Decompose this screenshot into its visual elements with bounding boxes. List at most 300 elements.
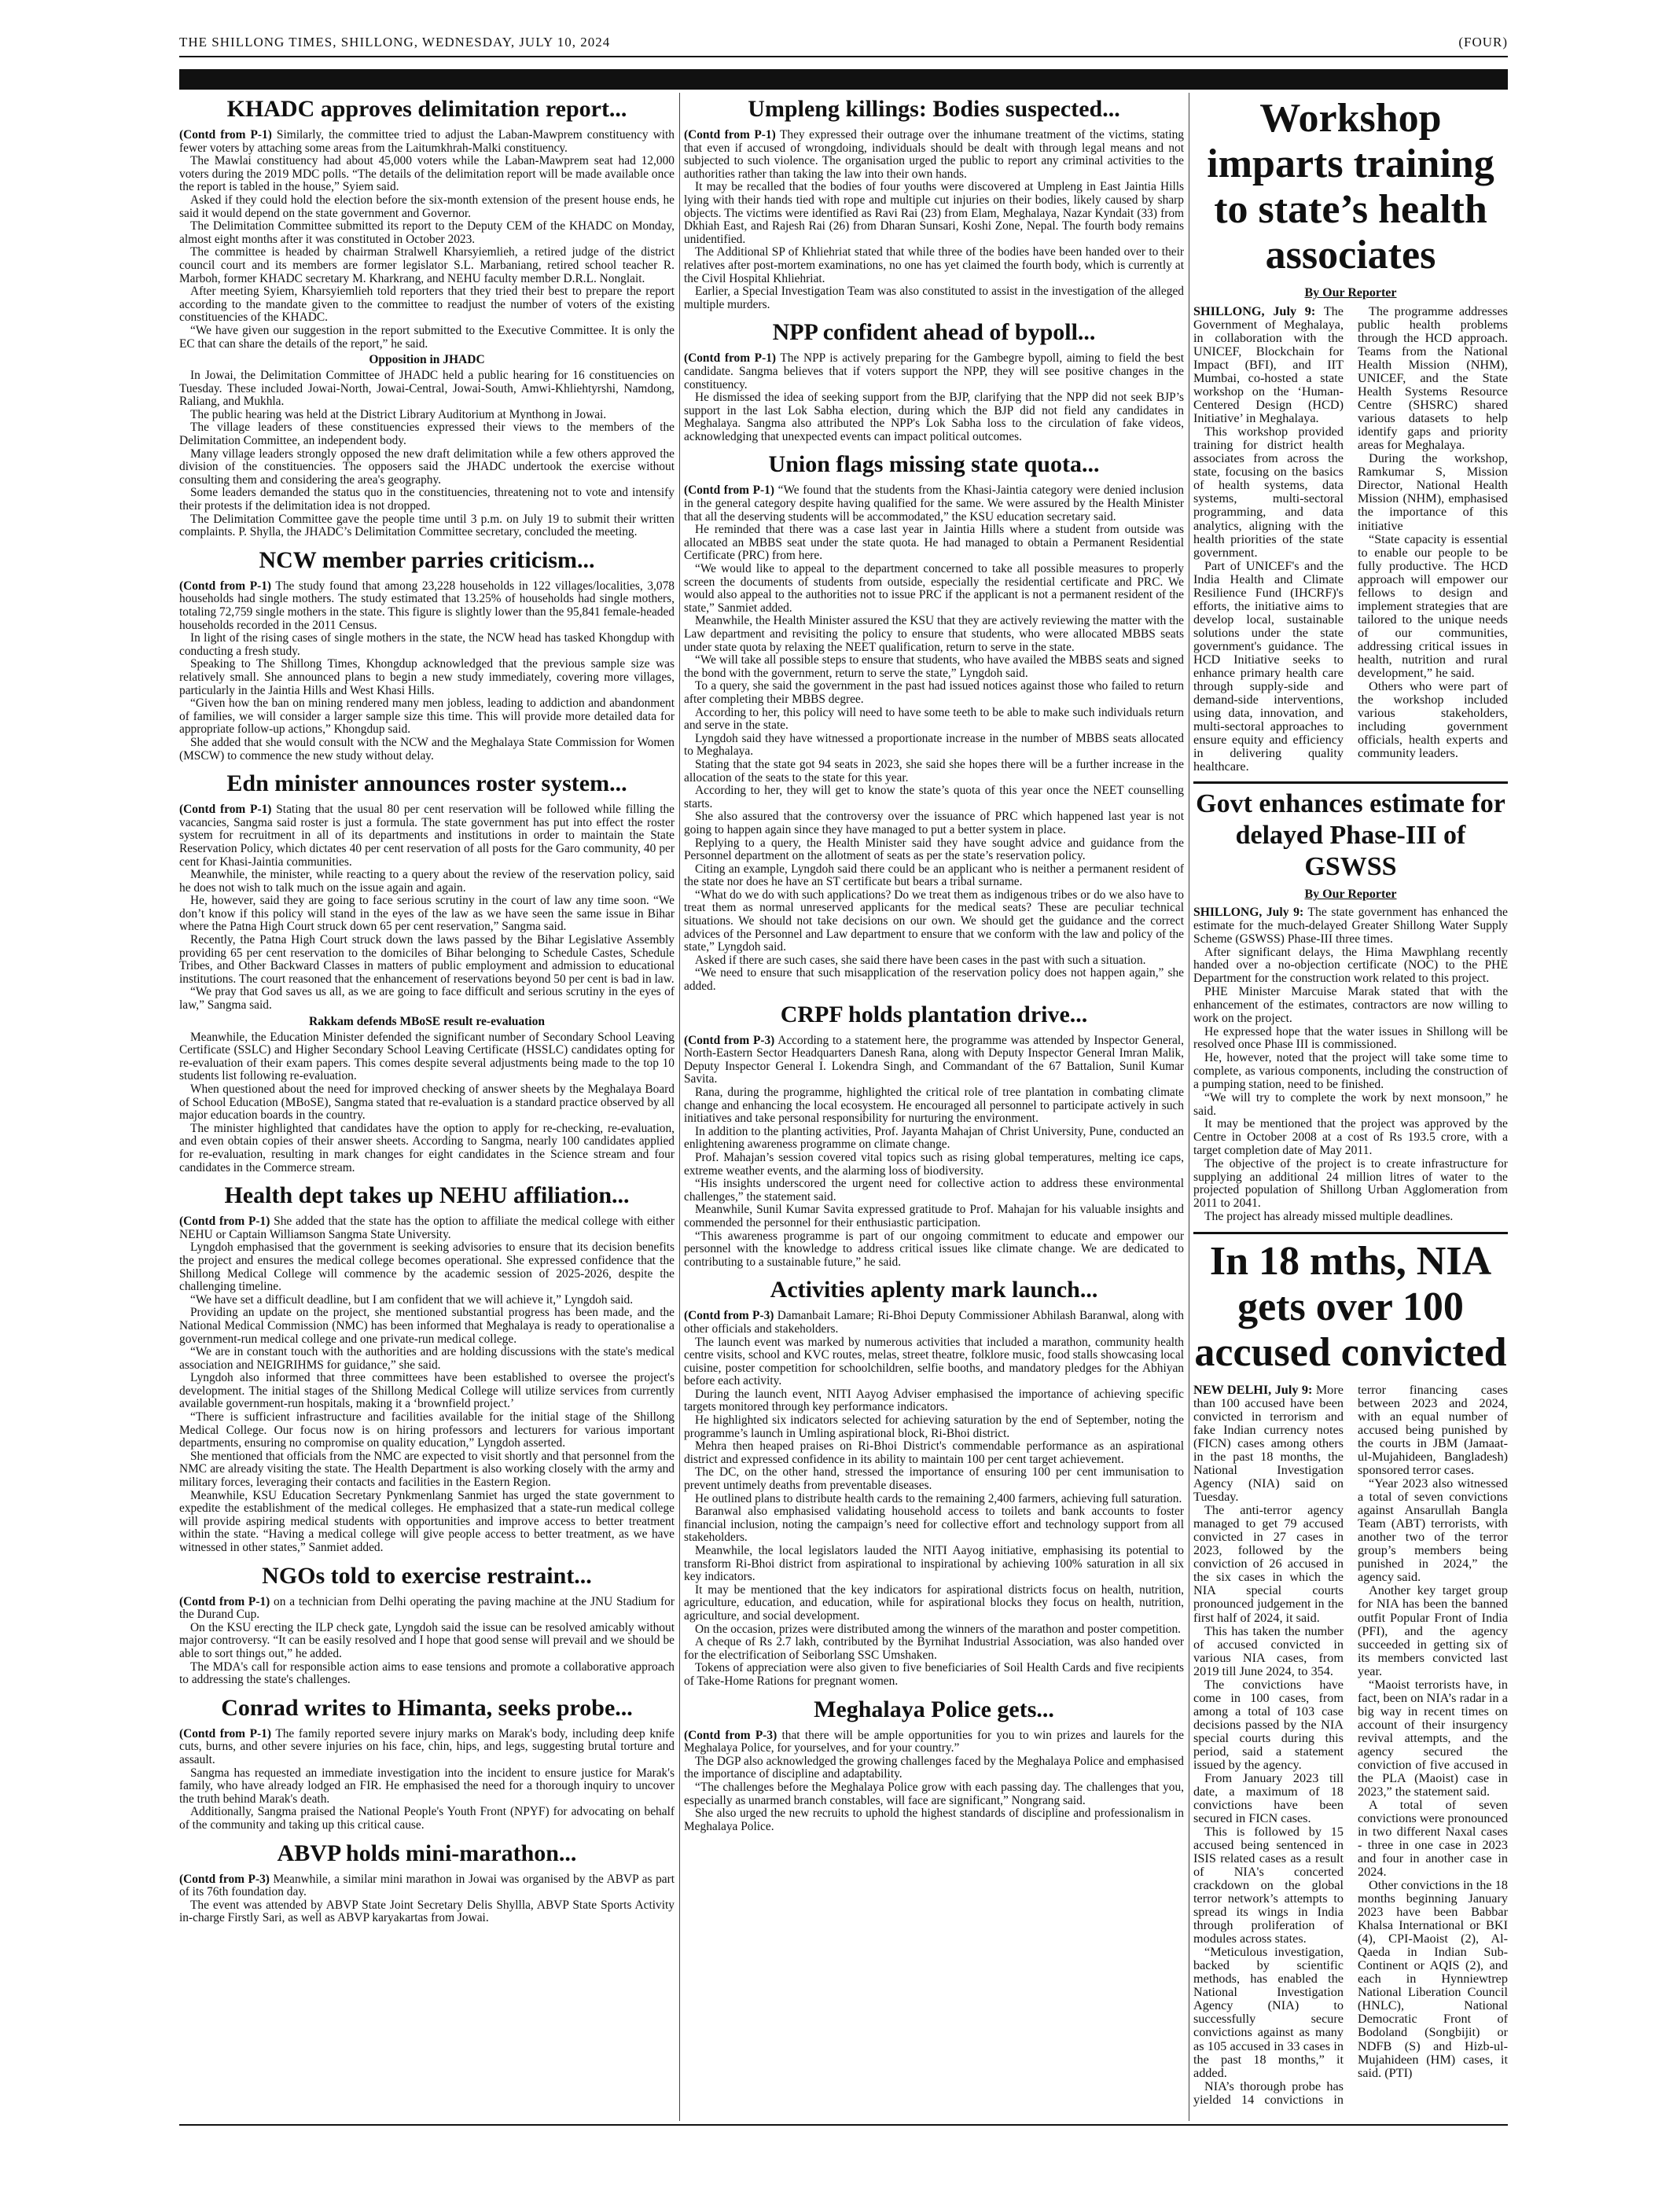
article-headline: NGOs told to exercise restraint...	[262, 1562, 592, 1589]
article-paragraph	[684, 1440, 1184, 1466]
article-paragraph	[179, 1873, 675, 1899]
paragraph-text: Prof. Mahajan’s session covered vital topics such as rising global temperatures, melting ice caps, extreme weather events, and the alarming loss of biodiversity.	[684, 1150, 1184, 1178]
article-paragraph	[1193, 1158, 1508, 1211]
article	[684, 319, 1184, 443]
paragraph-text: According to a statement here, the programme was attended by Inspector General, North-Eastern Sector Headquarters Danesh Rana, along with Deputy Inspector General Imran Malik, Deputy Inspector General I. Lokendra Singh, and Commandant of the 67 Battalion, Sunil Kumar Savita.	[684, 1033, 1184, 1086]
article-paragraph	[684, 1755, 1184, 1781]
paragraph-text: “This awareness programme is part of our ongoing commitment to educate and empower our personnel with the knowledge to address critical issues like climate change. We are dedicated to contributing to a sustainable future,” he said.	[684, 1229, 1184, 1269]
article-paragraph	[179, 194, 675, 220]
paragraph-text: He, however, said they are going to face serious scrutiny in the court of law any time soon. “We don’t know if this policy will stand in the eyes of the law as we have seen the same issue in Bihar where the Patna High Court struck down 65 per cent reservation,” Sangma said.	[179, 894, 675, 934]
dateline: (Contd from P-1)	[179, 1726, 271, 1740]
paragraph-text: “We would like to appeal to the department concerned to take all possible measures to properly screen the documents of students from outside, especially the residential certificate and PRC. We would also appeal to the authorities not to issue PRC if the applicant is not a permanent resident of the state,” Sanmiet added.	[684, 562, 1184, 615]
paragraph-text: Mehra then heaped praises on Ri-Bhoi District's commendable performance as an aspirational district and expressed confidence in its ability to maintain 100 per cent target achievement.	[684, 1439, 1184, 1466]
article-paragraph	[1193, 986, 1508, 1025]
article	[684, 1277, 1184, 1688]
paragraph-text: “There is sufficient infrastructure and facilities available for the initial stage of the Shillong Medical College. Our focus now is on hiring professors and lecturers for various important departments, ensuring no compromise on quality education,” Lyngdoh asserted.	[179, 1410, 675, 1450]
article-paragraph	[684, 1636, 1184, 1662]
paragraph-text: Recently, the Patna High Court struck down the laws passed by the Bihar Legislative Assembly providing 65 per cent reservation to the domiciles of Bihar belonging to Schedule Castes, Schedule Tribes, and Other Backward Classes in matters of public employment and admission to educational institutions. The court reasoned that the enhancement of reservations beyond 50 per cent is bad in law.	[179, 933, 675, 986]
paragraph-text: She mentioned that officials from the NMC are expected to visit shortly and that personnel from the NMC are already visiting the state. The Health Department is also working closely with the army and military forces, leveraging their contacts and facilities in the Eastern Region.	[179, 1449, 675, 1490]
paragraph-text: Tokens of appreciation were also given to five beneficiaries of Soil Health Cards and five recipients of Take-Home Rations for pregnant women.	[684, 1661, 1184, 1688]
article	[684, 96, 1184, 311]
article-paragraph	[179, 1728, 675, 1767]
article-paragraph	[684, 1086, 1184, 1126]
article-paragraph	[684, 967, 1184, 993]
paragraph-text: “We will take all possible steps to ensure that students, who have availed the MBBS seats and signed the bond with the government, return to serve the state,” Lyngdoh said.	[684, 653, 1184, 680]
article-paragraph	[684, 1623, 1184, 1637]
dateline: (Contd from P-1)	[179, 1594, 270, 1608]
article-paragraph	[684, 889, 1184, 954]
article-paragraph	[179, 409, 675, 422]
article-paragraph	[1193, 1211, 1508, 1224]
article-paragraph	[1193, 1772, 1344, 1825]
article-paragraph	[1193, 1946, 1344, 2079]
article-headline: In 18 mths, NIA gets over 100 accused convicted	[1194, 1238, 1507, 1375]
article-paragraph	[1193, 1825, 1344, 1946]
article-body	[1193, 906, 1508, 1224]
article	[179, 1695, 675, 1832]
page-number: (FOUR)	[1458, 35, 1508, 50]
article-headline: ABVP holds mini-marathon...	[277, 1840, 577, 1866]
article-paragraph	[179, 934, 675, 986]
paragraph-text: on a technician from Delhi operating the paving machine at the JNU Stadium for the Durand Cup.	[179, 1594, 675, 1622]
article-paragraph	[684, 1584, 1184, 1623]
paragraph-text: According to her, this policy will need to have some teeth to be able to make such individuals return and serve in the state.	[684, 705, 1184, 733]
article-body	[1193, 305, 1508, 774]
paragraph-text: The committee is headed by chairman Stralwell Kharsyiemlieh, a retired judge of the district council court and its members are former legislator S.L. Marbaniang, retired school teacher R. Marboh, former KHADC secretary M. Kharkrang, and NEHU faculty member D.R.L. Nonglait.	[179, 245, 675, 285]
paragraph-text: “We have given our suggestion in the report submitted to the Executive Committee. It is only the EC that can share the details of the report,” he said.	[179, 323, 675, 351]
paragraph-text: The programme addresses public health problems through the HCD approach. Teams from the National Health Mission (NHM), UNICEF, and the State Health Systems Resource Centre (SHSRC) shared various datasets to help identify gaps and priority areas for Meghalaya.	[1358, 304, 1508, 453]
article-paragraph	[179, 448, 675, 487]
dateline: (Contd from P-1)	[179, 1215, 270, 1229]
article-paragraph	[1193, 906, 1508, 946]
article	[179, 1840, 675, 1925]
article	[179, 1563, 675, 1687]
byline: By Our Reporter	[1304, 286, 1397, 300]
article-paragraph	[179, 1411, 675, 1450]
article-paragraph	[179, 1083, 675, 1123]
article-paragraph	[1358, 1477, 1508, 1584]
article-paragraph	[1193, 305, 1344, 425]
paragraph-text: In Jowai, the Delimitation Committee of JHADC held a public hearing for 16 constituencies on Tuesday. These included Jowai-North, Jowai-Central, Jowai-South, Amwi-Khliehtyrshi, Namdong, Raliang, and Mukhla.	[179, 369, 675, 409]
paragraph-text: Stating that the usual 80 per cent reservation will be followed while filling the vacancies, Sangma said roster is just a formula. The state government has put into effect the roster system for recruitment in all of its departments and institutions in order to maintain the State Reservation Policy, which dictates 40 per cent reservation of all posts for the Garo community, 40 per cent for Khasi-Jaintia communities.	[179, 803, 675, 869]
dateline: SHILLONG, July 9:	[1193, 304, 1316, 318]
paragraph-text: Rana, during the programme, highlighted the critical role of tree plantation in combating climate change and enhancing the local ecosystem. He encouraged all personnel to participate actively in such initiatives and take personal responsibility for nurturing the environment.	[684, 1086, 1184, 1126]
paragraph-text: NIA’s thorough probe has yielded 14 convictions in terror financing cases between 2023 and 2024, with an equal number of accused being punished by the courts in JBM (Jamaat-ul-Mujahideen, Bangladesh) sponsored terror cases.	[1193, 1382, 1508, 2107]
paragraph-text: “Maoist terrorists have, in fact, been on NIA’s radar in a big way in recent times on account of their insurgency revival attempts, and the agency secured the conviction of five accused in the PLA (Maoist) case in 2023,” the statement said.	[1358, 1677, 1508, 1799]
paragraph-text: Stating that the state got 94 seats in 2023, she said she hopes there will be a further increase in the allocation of the seats to the state for this year.	[684, 757, 1184, 785]
black-banner-bar	[179, 69, 1508, 90]
article-paragraph	[684, 1310, 1184, 1336]
paragraph-text: The state government has enhanced the estimate for the much-delayed Greater Shillong Water Supply Scheme (GSWSS) Phase-III three times.	[1193, 906, 1508, 946]
article-paragraph	[684, 954, 1184, 968]
article-paragraph	[684, 1781, 1184, 1807]
article	[179, 1182, 675, 1554]
article-headline: Activities aplenty mark launch...	[770, 1277, 1098, 1303]
paragraph-text: Replying to a query, the Health Minister said they have sought advice and guidance from the Personnel department on the allotment of seats as per the state’s reservation policy.	[684, 836, 1184, 863]
paragraph-text: The family reported severe injury marks on Marak's body, including deep knife cuts, burns, and other severe injuries on his face, chin, hips, and legs, suggesting brutal torture and assault.	[179, 1726, 675, 1766]
article-paragraph	[179, 1123, 675, 1174]
paragraph-text: When questioned about the need for improved checking of answer sheets by the Meghalaya Board of School Education (MBoSE), Sangma stated that re-evaluation is a standard practice observed by all major education boards in the country.	[179, 1082, 675, 1123]
paragraph-text: She also assured that the controversy over the issuance of PRC which happened last year is not going to happen again since they have managed to put a better system in place.	[684, 810, 1184, 836]
article-paragraph	[179, 1899, 675, 1925]
paragraph-text: Damanbait Lamare; Ri-Bhoi Deputy Commissioner Abhilash Baranwal, along with other officials and stakeholders.	[684, 1309, 1184, 1336]
paragraph-text: During the workshop, Ramkumar S, Mission Director, National Health Mission (NHM), emphasised the importance of this initiative	[1358, 451, 1508, 533]
article-paragraph	[1193, 1384, 1344, 1504]
article	[684, 1696, 1184, 1834]
paragraph-text: The study found that among 23,228 households in 122 villages/localities, 3,078 households had single mothers. The study estimated that 13.25% of households had single mothers, totaling 72,759 single mothers in the state. This figure is slightly lower than the 95,841 female-headed households recorded in the 2011 Census.	[179, 579, 675, 632]
article-paragraph	[684, 1466, 1184, 1492]
paragraph-text: Many village leaders strongly opposed the new draft delimitation while a few others approved the division of the constituencies. The opposers said the JHADC undertook the exercise without consulting them and considering the area's geography.	[179, 447, 675, 487]
paragraph-text: “Meticulous investigation, backed by scientific methods, has enabled the National Investigation Agency (NIA) to successfully secure convictions against as many as 105 accused in 33 cases in the past 18 months,” it added.	[1193, 1945, 1344, 2080]
article-paragraph	[179, 580, 675, 632]
article-paragraph	[179, 632, 675, 658]
paragraph-text: Meanwhile, a similar mini marathon in Jowai was organised by the ABVP as part of its 76th foundation day.	[179, 1872, 675, 1899]
paragraph-text: The project has already missed multiple deadlines.	[1204, 1210, 1454, 1224]
article-paragraph	[179, 285, 675, 325]
paragraph-text: “We pray that God saves us all, as we are going to face difficult and serious scrutiny in the eyes of law,” Sangma said.	[179, 985, 675, 1013]
paragraph-text: “Year 2023 also witnessed a total of seven convictions against Ansarullah Bangla Team (ABT) terrorists, with another two of the terror group’s members being punished in 2024,” the agency said.	[1358, 1476, 1508, 1585]
paragraph-text: “State capacity is essential to enable our people to be fully productive. The HCD approach will empower our fellows to design and implement strategies that are tailored to the unique needs of our communities, addressing critical issues in health, nutrition and rural development,” he said.	[1358, 531, 1508, 680]
article-headline: Meghalaya Police gets...	[814, 1696, 1054, 1722]
paragraph-text: In light of the rising cases of single mothers in the state, the NCW head has tasked Khongdup with conducting a fresh study.	[179, 631, 675, 658]
article-paragraph	[684, 524, 1184, 563]
sub-heading: Rakkam defends MBoSE result re-evaluation	[309, 1014, 545, 1028]
article-paragraph	[179, 1490, 675, 1555]
article-paragraph	[179, 697, 675, 737]
paragraph-text: This has taken the number of accused convicted in various NIA cases, from 2019 till June 2024, to 354.	[1193, 1623, 1344, 1678]
article-paragraph	[1358, 1584, 1508, 1678]
article-paragraph	[1193, 560, 1344, 774]
article-paragraph	[179, 246, 675, 285]
paragraph-text: Baranwal also emphasised validating household access to toilets and bank accounts to foster financial inclusion, noting the campaign’s need for collective effort and technology support from all stakeholders.	[684, 1505, 1184, 1545]
paragraph-text: Speaking to The Shillong Times, Khongdup acknowledged that the previous sample size was relatively small. She announced plans to begin a new study immediately, covering more villages, particularly in the Jaintia Hills and West Khasi Hills.	[179, 657, 675, 697]
paragraph-text: Others who were part of the workshop included various stakeholders, including government officials, health experts and community leaders.	[1358, 678, 1508, 761]
article-paragraph	[684, 484, 1184, 524]
article-paragraph	[179, 895, 675, 934]
paragraph-text: The anti-terror agency managed to get 79 accused convicted in 27 cases in 2023, followed by the conviction of 26 accused in the six cases in which the NIA special courts pronounced judgement in the first half of 2024, it said.	[1193, 1503, 1344, 1625]
paragraph-text: The event was attended by ABVP State Joint Secretary Delis Shyllla, ABVP State Sports Activity in-charge Firstly Sari, as well as ABVP karyakartas from Jowai.	[179, 1898, 675, 1925]
article-paragraph	[1358, 1879, 1508, 2079]
paragraph-text: Asked if there are such cases, she said there have been cases in the past with such a situation.	[695, 953, 1146, 967]
paragraph-text: He dismissed the idea of seeking support from the BJP, clarifying that the NPP did not seek BJP’s support in the last Lok Sabha election, during which the BJP did not field any candidates in Meghalaya. Sangma also attributed the NPP's Lok Sabha loss to the circulation of fake videos, acknowledging that unexpected events can impact political outcomes.	[684, 391, 1184, 443]
paragraph-text: Meanwhile, KSU Education Secretary Pynkmenlang Sanmiet has urged the state government to expedite the establishment of the medical colleges. He emphasized that a state-run medical college will provide aspiring medical students with opportunities and improve access to better treatment within the state. “Having a medical college will give people access to better treatment, as we have witnessed in other states,” Sanmiet added.	[179, 1488, 675, 1554]
article-paragraph	[684, 1505, 1184, 1545]
paragraph-text: This workshop provided training for district health associates from across the state, focusing on the basics of health systems, data systems, multi-sectoral programming, and data analytics, aligning with the health priorities of the state government.	[1193, 425, 1344, 560]
article-paragraph	[684, 1729, 1184, 1755]
dateline: (Contd from P-1)	[179, 128, 272, 142]
dateline: (Contd from P-3)	[684, 1033, 775, 1047]
article-headline: NPP confident ahead of bypoll...	[772, 319, 1096, 346]
paragraph-text: The public hearing was held at the District Library Auditorium at Mynthong in Jowai.	[190, 407, 607, 421]
paragraph-text: The Additional SP of Khliehriat stated that while three of the bodies have been handed over to their relatives after post-mortem examinations, no one has yet claimed the fourth body, which is currently at the Civil Hospital Khliehriat.	[684, 245, 1184, 285]
article-paragraph	[684, 1807, 1184, 1833]
article-paragraph	[684, 246, 1184, 285]
paragraph-text: To a query, she said the government in the past had issued notices against those who failed to return after completing their MBBS degree.	[684, 679, 1184, 706]
paragraph-text: During the launch event, NITI Aayog Adviser emphasised the importance of achieving specific targets monitored through key performance indicators.	[684, 1387, 1184, 1414]
paragraph-text: Some leaders demanded the status quo in the constituencies, threatening not to vote and intensify their protests if the delimitation idea is not dropped.	[179, 486, 675, 513]
paragraph-text: He reminded that there was a case last year in Jaintia Hills where a student from outside was allocated an MBBS seat under the state quota. He had managed to obtain a Permanent Residential Certificate (PRC) from here.	[684, 523, 1184, 563]
paragraph-text: She added that the state has the option to affiliate the medical college with either NEHU or Captain Williamson Sangma State University.	[179, 1215, 675, 1241]
paragraph-text: The objective of the project is to create infrastructure for supplying an additional 24 million litres of water to the projected population of Shillong Urban Agglomeration from 2011 to 2041.	[1193, 1156, 1508, 1211]
paragraph-text: The DGP also acknowledged the growing challenges faced by the Meghalaya Police and emphasised the importance of discipline and adaptability.	[684, 1754, 1184, 1781]
paragraph-text: “We will try to complete the work by next monsoon,” he said.	[1193, 1090, 1508, 1118]
paragraph-text: He outlined plans to distribute health cards to the remaining 2,400 farmers, achieving full saturation.	[695, 1491, 1182, 1505]
article-headline: Umpleng killings: Bodies suspected...	[748, 96, 1120, 122]
article-paragraph	[1358, 680, 1508, 760]
paragraph-text: According to her, they will get to know the state’s quota of this year once the NEET counselling starts.	[684, 784, 1184, 810]
article-paragraph	[684, 1336, 1184, 1388]
footer-rule	[179, 2124, 1508, 2126]
dateline: (Contd from P-3)	[684, 1728, 778, 1742]
paragraph-text: Part of UNICEF's and the India Health and Climate Resilience Fund (IHCRF)'s efforts, the initiative aims to develop local, sustainable solutions under the state government's guidance. The HCD Initiative seeks to enhance primary health care through supply-side and demand-side interventions, using data, innovation, and multi-sectoral approaches to ensure equity and efficiency in delivering quality healthcare.	[1193, 558, 1344, 774]
article	[179, 770, 675, 1174]
article	[684, 1002, 1184, 1270]
paragraph-text: The Government of Meghalaya, in collaboration with the UNICEF, Blockchain for Impact (BFI), and IIT Mumbai, co-hosted a state workshop on the ‘Human-Centered Design (HCD) Initiative’ in Meghalaya.	[1193, 304, 1344, 426]
article-paragraph	[1358, 305, 1508, 452]
dateline: SHILLONG, July 9:	[1193, 906, 1304, 920]
column-divider	[679, 93, 680, 2121]
paragraph-text: The NPP is actively preparing for the Gambegre bypoll, aiming to field the best candidate. Sangma believes that if voters support the NPP, they will see positive changes in the constituency.	[684, 351, 1184, 391]
article-paragraph	[684, 733, 1184, 759]
article-paragraph	[179, 1622, 675, 1661]
article-paragraph	[1193, 1092, 1508, 1119]
dateline: (Contd from P-1)	[179, 803, 272, 817]
dateline: (Contd from P-1)	[684, 128, 776, 142]
paragraph-text: More than 100 accused have been convicted in terrorism and fake Indian currency notes (FICN) cases among others in the past 18 months, the National Investigation Agency (NIA) said on Tuesday.	[1193, 1382, 1344, 1505]
paragraph-text: Similarly, the committee tried to adjust the Laban-Mawprem constituency with fewer voters by attaching some areas from the Laitumkhrah-Malki constituency.	[179, 128, 675, 155]
article-paragraph	[179, 421, 675, 447]
article-paragraph	[684, 1035, 1184, 1086]
paragraph-text: After significant delays, the Hima Mawphlang recently handed over a no-objection certificate (NOC) to the PHE Department for the construction work related to this project.	[1193, 945, 1508, 986]
article-paragraph	[1193, 1504, 1344, 1624]
nia-article	[1193, 1239, 1508, 2107]
article-paragraph	[179, 1031, 675, 1083]
article-paragraph	[179, 1241, 675, 1293]
article-paragraph	[684, 352, 1184, 391]
paragraph-text: Meanwhile, the Health Minister assured the KSU that they are actively reviewing the matter with the Law department and revisiting the policy to ensure that students, who were allocated MBBS seats under state quota by relaxing the NEET qualification, return to serve in the state.	[684, 614, 1184, 654]
article-paragraph	[179, 1661, 675, 1687]
paragraph-text: Providing an update on the project, she mentioned substantial progress has been made, and the National Medical Commission (NMC) has been informed that Meghalaya is ready to operationalise a government-run medical college and one private-run medical college.	[179, 1306, 675, 1346]
paragraph-text: On the KSU erecting the ILP check gate, Lyngdoh said the issue can be resolved amicably without major controversy. “It can be easily resolved and I hope that good sense will prevail and we should be able to sort things out,” he added.	[179, 1620, 675, 1660]
article-paragraph	[179, 1596, 675, 1622]
article-paragraph	[684, 615, 1184, 654]
article-paragraph	[684, 1414, 1184, 1440]
paragraph-text: After meeting Syiem, Kharsyiemlieh told reporters that they tried their best to prepare the report according to the mandate given to the committee to readjust the number of voters of the existing constituencies of the KHADC.	[179, 285, 675, 325]
dateline: (Contd from P-1)	[179, 579, 272, 593]
article-headline: Conrad writes to Himanta, seeks probe...	[221, 1694, 633, 1721]
paragraph-text: “We need to ensure that such misapplication of the reservation policy does not happen again,” she added.	[684, 966, 1184, 994]
article-paragraph	[1358, 533, 1508, 680]
article-paragraph	[684, 837, 1184, 863]
article-paragraph	[179, 1307, 675, 1346]
paragraph-text: The DC, on the other hand, stressed the importance of ensuring 100 per cent immunisation to prevent untimely deaths from preventable diseases.	[684, 1465, 1184, 1493]
article-paragraph	[1193, 1625, 1344, 1678]
column-3	[1193, 93, 1508, 2121]
article-paragraph	[1358, 452, 1508, 532]
article-paragraph	[179, 1294, 675, 1307]
paragraph-text: Additionally, Sangma praised the National People's Youth Front (NPYF) for advocating on behalf of the community and taking up this critical cause.	[179, 1805, 675, 1832]
article-headline: KHADC approves delimitation report...	[226, 96, 627, 122]
paragraph-text: The village leaders of these constituencies expressed their views to the members of the Delimitation Committee, an independent body.	[179, 421, 675, 448]
paragraph-text: A total of seven convictions were pronounced in two different Naxal cases - three in one case in 2023 and four in another case in 2024.	[1358, 1797, 1508, 1880]
dateline: (Contd from P-3)	[179, 1872, 270, 1886]
header-rule	[179, 56, 1508, 57]
paragraph-text: Meanwhile, the Education Minister defended the significant number of Secondary School Leaving Certificate (SSLC) and Higher Secondary School Leaving Certificate (HSSLC) candidates opting for re-evaluation of their exam papers. This comes despite several adjustments being made to the top 10 students list following re-evaluation.	[179, 1030, 675, 1083]
article-headline: CRPF holds plantation drive...	[780, 1001, 1088, 1027]
article-paragraph	[1193, 1026, 1508, 1053]
byline: By Our Reporter	[1304, 888, 1397, 902]
article-paragraph	[179, 220, 675, 246]
article-paragraph	[179, 487, 675, 513]
workshop-article	[1193, 96, 1508, 774]
article	[179, 96, 675, 539]
paragraph-text: The convictions have come in 100 cases, from among a total of 103 case decisions passed by the NIA special courts during this period, said a statement issued by the agency.	[1193, 1677, 1344, 1772]
article-paragraph	[179, 658, 675, 697]
paragraph-text: “What do we do with such applications? Do we treat them as indigenous tribes or do we also have to treat them as normal unreserved applicants for the medical seats? These are peculiar technical situations. We should not take decisions on our own. We should get the guidance and the correct advices of the Personnel and Law department to ensure that we conform with the law and policy of the state,” Lyngdoh said.	[684, 888, 1184, 954]
masthead-line: THE SHILLONG TIMES, SHILLONG, WEDNESDAY, JULY 10, 2024	[179, 35, 611, 50]
paragraph-text: In addition to the planting activities, Prof. Jayanta Mahajan of Christ University, Pune, conducted an enlightening awareness programme on climate change.	[684, 1124, 1184, 1152]
article-paragraph	[179, 737, 675, 763]
column-1	[179, 93, 675, 2121]
article-paragraph	[684, 863, 1184, 889]
paragraph-text: It may be mentioned that the project was approved by the Centre in October 2008 at a cost of Rs 193.5 crore, with a target completion date of May 2011.	[1193, 1117, 1508, 1157]
article-paragraph	[179, 1346, 675, 1372]
article-headline: Union flags missing state quota...	[768, 451, 1100, 478]
article-paragraph	[684, 391, 1184, 443]
article-paragraph	[684, 785, 1184, 810]
paragraph-text: This is followed by 15 accused being sentenced in ISIS related cases as a result of NIA's concerted crackdown on the global terror network’s attempts to spread its wings in India through proliferation of modules across states.	[1193, 1825, 1344, 1946]
article-paragraph	[179, 803, 675, 869]
article-paragraph	[684, 1178, 1184, 1204]
paragraph-text: Another key target group for NIA has been the banned outfit Popular Front of India (PFI), and the agency succeeded in getting six of its members convicted last year.	[1358, 1583, 1508, 1678]
article-paragraph	[684, 1152, 1184, 1178]
article-paragraph	[179, 1806, 675, 1832]
paragraph-text: The launch event was marked by numerous activities that included a marathon, community health centre visits, school and KVC routes, melas, street theatre, folklore music, food stalls showcasing local cuisine, poster competition for schoolchildren, selfie booths, and mandatory pledges for the Abhiyan before each activity.	[684, 1335, 1184, 1388]
paragraph-text: The Mawlai constituency had about 45,000 voters while the Laban-Mawprem seat had 12,000 voters during the 2019 MDC polls. “The details of the delimitation report will be made available once the report is tabled in the house,” Syiem said.	[179, 154, 675, 194]
paragraph-text: “His insights underscored the urgent need for collective action to address these environmental challenges,” the statement said.	[684, 1177, 1184, 1204]
paragraph-text: Lyngdoh also informed that three committees have been established to oversee the project's development. The initial stages of the Shillong Medical College will utilize services from currently available government-run hospitals, making it a ‘brownfield project.’	[179, 1371, 675, 1411]
paragraph-text: The MDA's call for responsible action aims to ease tensions and promote a collaborative approach to addressing the state's challenges.	[179, 1660, 675, 1687]
paragraph-text: On the occasion, prizes were distributed among the winners of the marathon and poster competition.	[695, 1622, 1182, 1636]
paragraph-text: Lyngdoh said they have witnessed a proportionate increase in the number of MBBS seats allocated to Meghalaya.	[684, 731, 1184, 759]
article-paragraph	[684, 1493, 1184, 1506]
dateline: (Contd from P-1)	[684, 351, 777, 366]
paragraph-text: They expressed their outrage over the inhumane treatment of the victims, stating that even if accused of wrongdoing, individuals should be dealt with through legal means and not subjected to such violence. The organisation urged the public to report any criminal activities to the authorities rather than taking the law into their own hands.	[684, 128, 1184, 181]
paragraph-text: He, however, noted that the project will take some time to complete, as various components, including the construction of a pumping station, need to be finished.	[1193, 1051, 1508, 1091]
article-paragraph	[684, 1662, 1184, 1688]
article-paragraph	[179, 869, 675, 895]
article-headline: Workshop imparts training to state’s health associates	[1207, 96, 1494, 278]
article-paragraph	[179, 155, 675, 194]
paragraph-text: She also urged the new recruits to uphold the highest standards of discipline and professionalism in Meghalaya Police.	[684, 1807, 1184, 1833]
paragraph-text: “Given how the ban on mining rendered many men jobless, leading to addiction and abandonment of families, we will consider a larger sample size this time. This will provide more detailed data for appropriate follow-up actions,” Khongdup said.	[179, 697, 675, 737]
paragraph-text: Lyngdoh emphasised that the government is seeking advisories to ensure that its decision benefits the project and ensures the medical college becomes operational. She expressed confidence that the Shillong Medical College will commence by the academic session of 2025-2026, despite the challenging timeline.	[179, 1241, 675, 1294]
article-paragraph	[1193, 1678, 1344, 1772]
article-paragraph	[179, 1767, 675, 1807]
article-paragraph	[684, 1545, 1184, 1584]
page-header	[179, 35, 1508, 55]
paragraph-text: “We have set a difficult deadline, but I am confident that we will achieve it,” Lyngdoh said.	[190, 1292, 634, 1307]
article-paragraph	[179, 129, 675, 155]
paragraph-text: The Delimitation Committee submitted its report to the Deputy CEM of the KHADC on Monday, almost eight months after it was constituted in October 2023.	[179, 219, 675, 246]
article-paragraph	[179, 1215, 675, 1241]
paragraph-text: Sangma has requested an immediate investigation into the incident to ensure justice for Marak's family, who have already lodged an FIR. He emphasised the need for a thorough inquiry to uncover the truth behind Marak's death.	[179, 1766, 675, 1806]
article-paragraph	[1358, 1799, 1508, 1879]
paragraph-text: Meanwhile, Sunil Kumar Savita expressed gratitude to Prof. Mahajan for his valuable insights and commended the personnel for their enthusiastic participation.	[684, 1203, 1184, 1229]
paragraph-text: Other convictions in the 18 months beginning January 2023 have been Babbar Khalsa International or BKI (4), CPI-Maoist (2), Al-Qaeda in Indian Sub-Continent or AQIS (2), and each in Hynniewtrep National Liberation Council (HNLC), National Democratic Front of Bodoland (Songbijit) or NDFB (S) and Hizb-ul-Mujahideen (HM) cases, it said. (PTI)	[1358, 1878, 1508, 2080]
article-headline: Edn minister announces roster system...	[226, 770, 627, 797]
dateline: NEW DELHI, July 9:	[1193, 1382, 1313, 1397]
paragraph-text: Asked if they could hold the election before the six-month extension of the present house ends, he said it would depend on the state government and Governor.	[179, 193, 675, 220]
article-separator	[1193, 1232, 1508, 1234]
article	[684, 451, 1184, 993]
paragraph-text: Citing an example, Lyngdoh said there could be an applicant who is neither a permanent resident of the state nor does he have an ST certificate but bears a tribal surname.	[684, 862, 1184, 889]
paragraph-text: The minister highlighted that candidates have the option to apply for re-checking, re-evaluation, and even obtain copies of their answer sheets. According to Sangma, nearly 100 candidates applied for re-evaluation, resulting in mark changes for eight candidates in the Science stream and four candidates in the Commerce stream.	[179, 1121, 675, 1174]
article-paragraph	[684, 810, 1184, 836]
paragraph-text: Meanwhile, the local legislators lauded the NITI Aayog initiative, emphasising its potential to transform Ri-Bhoi district from aspirational to inspirational by achieving 100% saturation in all six key indicators.	[684, 1544, 1184, 1584]
paragraph-text: “We found that the students from the Khasi-Jaintia category were denied inclusion in the general category despite having qualified for the same. We were assured by the Health Minister that all the deserving students will be accommodated,” the KSU education secretary said.	[684, 483, 1184, 524]
paragraph-text: Earlier, a Special Investigation Team was also constituted to assist in the investigation of the alleged multiple murders.	[684, 285, 1184, 311]
article-separator	[1193, 781, 1508, 784]
article-paragraph	[684, 1388, 1184, 1414]
gswss-article	[1193, 788, 1508, 1224]
column-2	[684, 93, 1184, 2121]
article-paragraph	[684, 285, 1184, 311]
paragraph-text: It may be mentioned that the key indicators for aspirational districts focus on health, nutrition, agriculture, education, and education, while for aspirational blocks they focus on health, nutrition, agriculture, and social development.	[684, 1582, 1184, 1623]
paragraph-text: He highlighted six indicators selected for achieving saturation by the end of September, noting the programme’s launch in Umling aspirational block, Ri-Bhoi district.	[684, 1413, 1184, 1440]
paragraph-text: A cheque of Rs 2.7 lakh, contributed by the Byrnihat Industrial Association, was also handed over for the electrification of Seiborlang SSC Umshaken.	[684, 1635, 1184, 1662]
article-paragraph	[684, 129, 1184, 181]
article-body	[1193, 1384, 1508, 2107]
article-paragraph	[684, 1204, 1184, 1229]
paragraph-text: PHE Minister Marcuise Marak stated that with the enhancement of the estimates, contractors are now willing to work on the project.	[1193, 985, 1508, 1025]
article-paragraph	[179, 986, 675, 1012]
sub-heading: Opposition in JHADC	[369, 353, 485, 367]
article-paragraph	[1193, 1118, 1508, 1157]
article-headline: Health dept takes up NEHU affiliation...	[224, 1182, 630, 1209]
article-paragraph	[1358, 1678, 1508, 1799]
paragraph-text: that there will be ample opportunities for you to win prizes and laurels for the Meghalaya Police, for yourselves, and for your country.”	[684, 1728, 1184, 1755]
article-paragraph	[1193, 1052, 1508, 1091]
paragraph-text: “The challenges before the Meghalaya Police grow with each passing day. The challenges that you, especially as unarmed branch constables, will face are significant,” Nongrang said.	[684, 1780, 1184, 1807]
article-paragraph	[179, 513, 675, 539]
article-paragraph	[684, 707, 1184, 733]
paragraph-text: She added that she would consult with the NCW and the Meghalaya State Commission for Women (MSCW) to commence the new study without delay.	[179, 735, 675, 763]
paragraph-text: He expressed hope that the water issues in Shillong will be resolved once Phase III is commissioned.	[1193, 1024, 1508, 1052]
article-paragraph	[179, 325, 675, 351]
article-paragraph	[179, 1450, 675, 1490]
article-paragraph	[684, 759, 1184, 785]
article-paragraph	[684, 181, 1184, 246]
article-paragraph	[1193, 946, 1508, 986]
article-paragraph	[179, 1372, 675, 1411]
paragraph-text: From January 2023 till date, a maximum of 18 convictions have been secured in FICN cases.	[1193, 1770, 1344, 1825]
article-headline: Govt enhances estimate for delayed Phase-III of GSWSS	[1196, 789, 1505, 882]
article-paragraph	[684, 1230, 1184, 1270]
paragraph-text: The Delimitation Committee gave the people time until 3 p.m. on July 19 to submit their written complaints. P. Shylla, the JHADC’s Delimitation Committee secretary, concluded the meeting.	[179, 512, 675, 539]
article-paragraph	[684, 563, 1184, 615]
article-paragraph	[684, 654, 1184, 680]
dateline: (Contd from P-1)	[684, 483, 774, 498]
article-paragraph	[179, 369, 675, 409]
paragraph-text: Meanwhile, the minister, while reacting to a query about the review of the reservation policy, said he does not wish to talk much on the issue again and again.	[179, 868, 675, 895]
paragraph-text: “We are in constant touch with the authorities and are holding discussions with the state's medical association and NEIGRIHMS for guidance,” she said.	[179, 1345, 675, 1372]
article	[179, 547, 675, 763]
dateline: (Contd from P-3)	[684, 1309, 774, 1323]
article-headline: NCW member parries criticism...	[259, 546, 595, 573]
article-paragraph	[1193, 425, 1344, 559]
article-paragraph	[684, 680, 1184, 706]
